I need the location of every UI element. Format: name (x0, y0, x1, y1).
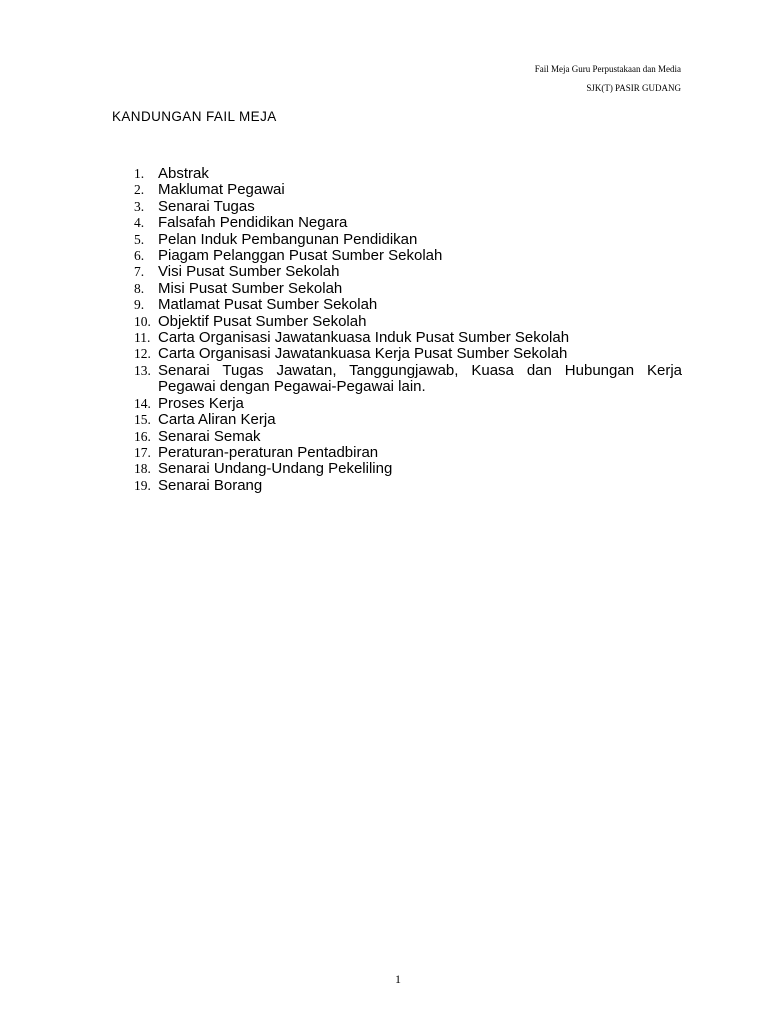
toc-item (134, 330, 682, 346)
toc-item (134, 166, 682, 182)
toc-item-text: Falsafah Pendidikan Negara (158, 214, 348, 232)
toc-item (134, 182, 682, 198)
toc-item-number: 8. (134, 280, 145, 296)
toc-item-text: Carta Organisasi Jawatankuasa Induk Pusat Sumber Sekolah (158, 329, 570, 347)
toc-item-number: 7. (134, 264, 145, 280)
toc-item-text: Senarai Tugas (158, 197, 255, 215)
toc-item-number: 1. (134, 166, 145, 181)
toc-item (134, 429, 682, 445)
toc-item (134, 264, 682, 280)
toc-item-number: 17. (134, 444, 151, 460)
toc-item-text: Visi Pusat Sumber Sekolah (158, 263, 340, 281)
toc-item-text: Carta Organisasi Jawatankuasa Kerja Pusat Sumber Sekolah (158, 345, 568, 363)
toc-item-number: 16. (134, 428, 151, 444)
toc-item (134, 396, 682, 412)
toc-item (134, 215, 682, 231)
toc-item (134, 297, 682, 313)
toc-item-text: Pelan Induk Pembangunan Pendidikan (158, 230, 418, 248)
toc-item (134, 363, 682, 396)
toc-item (134, 412, 682, 428)
toc-item (134, 461, 682, 477)
toc-item-number: 9. (134, 297, 145, 313)
toc-item-text: Senarai Undang-Undang Pekeliling (158, 460, 393, 478)
toc-item-number: 15. (134, 412, 151, 428)
toc-item-number: 11. (134, 330, 151, 346)
toc-item-text: Peraturan-peraturan Pentadbiran (158, 443, 379, 461)
toc-item (134, 314, 682, 330)
toc-item-number: 10. (134, 313, 151, 329)
toc-item-number: 3. (134, 198, 145, 214)
toc-item-text: Proses Kerja (158, 394, 244, 412)
toc-item-number: 12. (134, 346, 151, 362)
toc-item (134, 478, 682, 494)
toc-item (134, 199, 682, 215)
table-of-contents (134, 166, 682, 494)
toc-item-number: 2. (134, 182, 145, 198)
toc-item-number: 19. (134, 477, 151, 493)
toc-item-number: 6. (134, 248, 145, 264)
toc-item (134, 232, 682, 248)
toc-item-text: Piagam Pelanggan Pusat Sumber Sekolah (158, 247, 443, 265)
toc-item-text: Senarai Tugas Jawatan, Tanggungjawab, Kuasa dan Hubungan Kerja Pegawai dengan Pegawai-Pegawai lain. (158, 361, 682, 396)
header-school-name: SJK(T) PASIR GUDANG (586, 83, 681, 93)
toc-item-text: Carta Aliran Kerja (158, 411, 276, 429)
header-document-name: Fail Meja Guru Perpustakaan dan Media (534, 64, 681, 74)
toc-item-text: Abstrak (158, 165, 209, 182)
toc-item (134, 346, 682, 362)
toc-item-number: 13. (134, 362, 151, 378)
toc-item-number: 4. (134, 215, 145, 231)
toc-item-text: Objektif Pusat Sumber Sekolah (158, 312, 367, 330)
page-number: 1 (395, 972, 401, 986)
toc-item (134, 281, 682, 297)
toc-item-text: Matlamat Pusat Sumber Sekolah (158, 296, 378, 314)
toc-item-text: Senarai Borang (158, 476, 263, 494)
toc-item-text: Senarai Semak (158, 427, 261, 445)
page-title: KANDUNGAN FAIL MEJA (112, 109, 277, 124)
toc-item-text: Misi Pusat Sumber Sekolah (158, 279, 343, 297)
toc-item-number: 18. (134, 461, 151, 477)
toc-item (134, 445, 682, 461)
toc-item-number: 14. (134, 395, 151, 411)
toc-item (134, 248, 682, 264)
toc-item-text: Maklumat Pegawai (158, 181, 285, 199)
toc-item-number: 5. (134, 231, 145, 247)
